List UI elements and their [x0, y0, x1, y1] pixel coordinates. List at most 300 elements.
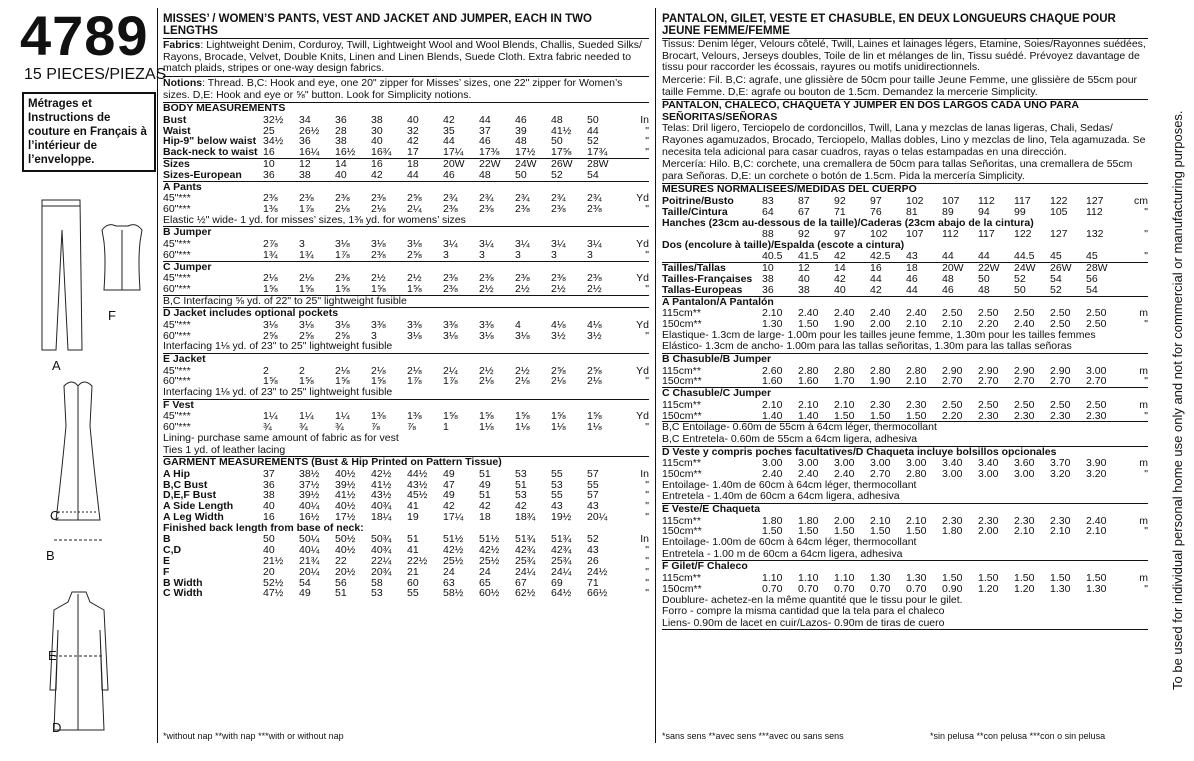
table-cell: 1¾: [263, 249, 278, 261]
table-row: [163, 136, 649, 147]
table-row: [163, 126, 649, 137]
table-cell: 12: [299, 158, 311, 170]
table-cell: 3¼: [587, 238, 602, 250]
merceria-paragraph: Mercería: Hilo. B,C: corchete, una cremallera de 50cm para tallas Señoritas, una cremallera de 55cm para Señoras. D,E: un corchete o botón de 1.5cm. Pida la mercería Simplicity.: [662, 158, 1148, 184]
table-cell: 1¼: [263, 411, 278, 423]
table-cell: 48: [479, 169, 491, 181]
table-cell: 50: [551, 136, 563, 148]
table-cell: 1.10: [798, 572, 819, 584]
pattern-number: 4789: [20, 4, 149, 67]
table-cell: 36: [335, 114, 347, 126]
table-cell: 3: [515, 249, 521, 261]
table-cell: ": [645, 555, 649, 567]
tailles-block: [662, 263, 1148, 296]
table-cell: 2.90: [1050, 365, 1071, 377]
table-row: [662, 516, 1148, 527]
garment-measurements: [163, 457, 649, 599]
table-cell: 40¾: [371, 545, 392, 556]
table-cell: 2⅜: [479, 203, 494, 215]
table-cell: 50: [263, 534, 275, 546]
finished-length-table: [163, 534, 649, 599]
table-cell: 1.50: [798, 526, 819, 538]
table-cell: 1⅝: [263, 376, 278, 388]
section-note: Elástico- 1.3cm de ancho- 1.00m para las tallas señoritas, 1.30m para las tallas señoras: [662, 340, 1072, 353]
table-row: [662, 263, 1148, 274]
table-cell: 2.30: [978, 410, 999, 422]
table-cell: 2.10: [1086, 526, 1107, 538]
table-cell: 50: [587, 114, 599, 126]
table-cell: 2.50: [1086, 319, 1107, 330]
table-cell: 36: [762, 284, 774, 296]
table-cell: 40.5: [762, 251, 783, 263]
table-cell: 24: [479, 566, 491, 578]
table-cell: 41½: [551, 125, 572, 137]
yardage-section: [662, 388, 1148, 422]
table-cell: 2.40: [834, 469, 855, 480]
table-cell: 112: [942, 229, 959, 240]
table-cell: 60½: [479, 588, 500, 600]
table-cell: 1.30: [1050, 583, 1071, 595]
table-cell: 3: [299, 238, 305, 250]
table-cell: ⅞: [407, 422, 416, 434]
table-row: [163, 366, 649, 377]
english-title: MISSES’ / WOMEN’S PANTS, VEST AND JACKET AND JUMPER, EACH IN TWO LENGTHS: [163, 14, 649, 39]
table-cell: 3⅜: [443, 319, 458, 331]
table-cell: 53: [515, 490, 527, 502]
section-heading: B Chasuble/B Jumper: [662, 353, 772, 366]
table-cell: 2.30: [1050, 515, 1071, 527]
table-cell: 94: [978, 206, 990, 218]
table-cell: 64½: [551, 588, 572, 600]
table-cell: F: [163, 566, 170, 578]
table-cell: 20¾: [371, 566, 392, 578]
table-cell: 22W: [479, 158, 501, 170]
table-cell: 3.00: [798, 458, 819, 469]
table-cell: 17: [407, 147, 419, 158]
table-cell: 24¼: [515, 566, 536, 578]
table-cell: 26W: [1050, 263, 1072, 275]
yardage-table: [662, 516, 1148, 538]
section-note: Entretela - 1.40m de 60cm a 64cm ligera, adhesiva: [662, 490, 900, 503]
table-row: [163, 534, 649, 545]
yardage-section: [163, 182, 649, 228]
table-cell: 17¼: [443, 147, 464, 158]
yardage-table: [163, 320, 649, 342]
table-cell: 16½: [335, 147, 356, 158]
table-cell: 17⅝: [551, 147, 572, 158]
jumper-drawing: [54, 382, 102, 540]
table-cell: 44: [587, 125, 599, 137]
table-row: [662, 411, 1148, 422]
table-cell: [1122, 263, 1148, 274]
table-cell: ": [645, 545, 649, 556]
table-cell: 2⅝: [587, 365, 602, 377]
table-cell: ": [645, 283, 649, 295]
table-cell: 2½: [515, 365, 530, 377]
table-cell: 2⅛: [515, 376, 530, 388]
yardage-section: [662, 561, 1148, 630]
table-cell: 42: [515, 501, 527, 512]
table-cell: 21: [407, 566, 419, 578]
table-cell: 2⅜: [263, 193, 278, 204]
yardage-table: [662, 573, 1148, 595]
table-cell: 3.00: [762, 458, 783, 469]
table-cell: 2⅛: [335, 203, 350, 215]
table-cell: 45"***: [163, 273, 191, 284]
section-note: Elastic ½" wide- 1 yd. for misses’ sizes, 1⅜ yd. for womens’ sizes: [163, 213, 466, 226]
table-cell: 150cm**: [662, 376, 702, 388]
table-cell: 51: [479, 468, 491, 480]
table-cell: B Width: [163, 577, 203, 589]
table-row: [163, 556, 649, 567]
table-cell: 58: [371, 577, 383, 589]
table-cell: 2.20: [978, 319, 999, 330]
figure-label-a: A: [52, 358, 61, 373]
yardage-table: [163, 239, 649, 261]
table-cell: 43: [551, 501, 563, 512]
table-cell: 97: [834, 229, 846, 240]
table-cell: In: [640, 468, 649, 480]
table-cell: A Hip: [163, 468, 191, 480]
table-cell: 60"***: [163, 249, 191, 261]
table-cell: 50¾: [371, 534, 392, 546]
table-cell: Tallas-Europeas: [662, 284, 743, 296]
table-cell: 14: [834, 263, 846, 275]
section-note: Interfacing 1⅛ yd. of 23" to 25" lightweight fusible: [163, 340, 393, 353]
table-cell: ": [645, 330, 649, 342]
table-cell: m: [1139, 399, 1148, 411]
table-cell: 16½: [299, 512, 320, 523]
table-cell: 2½: [371, 273, 386, 284]
table-cell: ": [645, 566, 649, 578]
table-cell: 1⅝: [515, 411, 530, 423]
table-cell: 57: [587, 468, 599, 480]
table-row: [662, 251, 1148, 262]
table-cell: 54: [299, 577, 311, 589]
figure-label-f: F: [108, 308, 116, 323]
table-cell: 3: [479, 249, 485, 261]
table-cell: 2.40: [906, 308, 927, 320]
table-cell: 39½: [335, 479, 356, 491]
table-cell: 36: [263, 169, 275, 181]
table-cell: ": [645, 203, 649, 215]
table-cell: 2½: [479, 365, 494, 377]
table-cell: 40¾: [371, 501, 392, 512]
table-cell: Waist: [163, 125, 191, 137]
table-cell: 47: [443, 479, 455, 491]
table-cell: 67: [515, 577, 527, 589]
table-cell: 2⅜: [443, 283, 458, 295]
table-cell: 3: [371, 330, 377, 342]
table-cell: 2.50: [1050, 319, 1071, 330]
yardage-section: [662, 504, 1148, 561]
table-cell: 71: [587, 577, 599, 589]
table-cell: 115cm**: [662, 515, 701, 527]
table-cell: 42½: [443, 545, 464, 556]
table-cell: 49: [479, 479, 491, 491]
table-cell: 2.40: [1086, 515, 1107, 527]
pants-drawing: [42, 200, 82, 350]
table-cell: 2.50: [978, 308, 999, 320]
section-heading: F Vest: [163, 398, 194, 411]
table-cell: 2⅜: [551, 203, 566, 215]
table-cell: 2.10: [1014, 526, 1035, 538]
table-cell: A Leg Width: [163, 512, 224, 523]
table-cell: m: [1139, 308, 1148, 320]
section-note: Forro - compre la misma cantidad que la tela para el chaleco: [662, 605, 945, 618]
table-cell: 64: [762, 206, 774, 218]
table-cell: 45"***: [163, 365, 191, 377]
table-cell: ": [645, 422, 649, 434]
table-cell: 40: [335, 169, 347, 181]
table-cell: 42½: [479, 545, 500, 556]
table-cell: 46: [942, 284, 954, 296]
table-cell: 3.90: [1086, 458, 1107, 469]
table-row: [163, 320, 649, 331]
table-cell: 55: [587, 479, 599, 491]
usage-note: To be used for individual personal home use only and not for commercial or manufacturing purposes.: [1170, 110, 1185, 690]
table-row: [163, 170, 649, 181]
table-cell: 20W: [443, 158, 465, 170]
table-cell: 1⅝: [299, 283, 314, 295]
table-cell: 44: [407, 169, 419, 181]
table-cell: 45"***: [163, 411, 191, 423]
body-measurements-table: [163, 115, 649, 158]
table-cell: 24W: [515, 158, 537, 170]
figure-label-d: D: [52, 720, 62, 735]
table-row: [163, 490, 649, 501]
table-cell: 2⅝: [551, 365, 566, 377]
table-cell: 1.50: [942, 572, 963, 584]
table-cell: 52: [587, 534, 599, 546]
table-cell: 34½: [263, 136, 284, 148]
mesures-heading: MESURES NORMALISEES/MEDIDAS DEL CUERPO: [662, 183, 917, 196]
mercerie-paragraph: Mercerie: Fil. B,C: agrafe, une glissière de 50cm pour taille Jeune Femme, une glissière de 55cm pour taille Femme. D,E: agrafe ou bouton de 1.5cm. Demandez la mercerie Simplicity.: [662, 74, 1148, 100]
table-cell: 45"***: [163, 238, 191, 250]
table-cell: 1.60: [762, 376, 783, 388]
english-chart: [163, 14, 649, 599]
table-cell: 53: [551, 479, 563, 491]
table-cell: 16¾: [371, 147, 392, 158]
table-cell: m: [1139, 458, 1148, 469]
table-cell: 2.80: [798, 365, 819, 377]
table-cell: 43: [587, 501, 599, 512]
table-cell: 3¼: [515, 238, 530, 250]
section-heading: C Chasuble/C Jumper: [662, 387, 772, 400]
table-cell: 38: [263, 490, 275, 502]
table-cell: 1.30: [762, 319, 783, 330]
yardage-section: [163, 262, 649, 296]
table-cell: [623, 170, 649, 181]
table-cell: 37½: [299, 479, 320, 491]
table-cell: 2½: [587, 283, 602, 295]
table-row: [163, 545, 649, 556]
section-note: Liens- 0.90m de lacet en cuir/Lazos- 0.90m de tiras de cuero: [662, 616, 945, 629]
finished-length-heading: Finished back length from base of neck:: [163, 521, 364, 534]
table-cell: 1⅝: [407, 283, 422, 295]
table-cell: 69: [551, 577, 563, 589]
table-cell: 2⅜: [443, 273, 458, 284]
table-cell: 14: [335, 158, 347, 170]
table-cell: 2.50: [1050, 399, 1071, 411]
table-cell: 46: [515, 114, 527, 126]
table-cell: 1.50: [762, 526, 783, 538]
table-cell: 3½: [587, 330, 602, 342]
yardage-sections: [163, 182, 649, 458]
table-cell: 20¼: [587, 512, 608, 523]
table-row: [163, 501, 649, 512]
table-cell: 87: [798, 195, 810, 207]
yardage-table: [662, 308, 1148, 330]
table-cell: 2.30: [1014, 515, 1035, 527]
table-row: [163, 250, 649, 261]
table-cell: m: [1139, 365, 1148, 377]
table-cell: 2.40: [798, 308, 819, 320]
table-cell: 3.00: [978, 469, 999, 480]
table-row: [163, 578, 649, 589]
table-cell: 2.50: [1086, 399, 1107, 411]
table-cell: 24W: [1014, 263, 1036, 275]
metrage-sections: [662, 297, 1148, 631]
table-cell: ": [645, 376, 649, 388]
yardage-section: [163, 227, 649, 261]
table-cell: 2⅛: [299, 273, 314, 284]
table-cell: 4⅛: [551, 319, 566, 331]
table-cell: 105: [1050, 206, 1068, 218]
table-cell: 42: [443, 501, 455, 512]
section-heading: E Veste/E Chaqueta: [662, 502, 761, 515]
table-cell: 46: [906, 274, 918, 285]
table-cell: 2.40: [1014, 319, 1035, 330]
table-cell: 1⅛: [587, 422, 602, 434]
table-cell: ": [1144, 583, 1148, 595]
section-note: Entoilage- 1.00m de 60cm à 64cm léger, thermocollant: [662, 536, 917, 549]
table-cell: 2⅛: [371, 365, 386, 377]
table-cell: 1⅝: [587, 411, 602, 423]
table-cell: A Side Length: [163, 501, 234, 512]
table-cell: ": [1144, 251, 1148, 263]
table-cell: 51¾: [551, 534, 572, 546]
table-cell: 1.50: [906, 410, 927, 422]
table-cell: 18¾: [515, 512, 536, 523]
table-cell: 117: [1014, 195, 1031, 207]
table-cell: Poitrine/Busto: [662, 195, 734, 207]
table-cell: 2⅛: [407, 365, 422, 377]
table-cell: 44: [443, 136, 455, 148]
yardage-section: [662, 422, 1148, 446]
table-cell: 2⅝: [335, 330, 350, 342]
table-cell: 2⅝: [407, 193, 422, 204]
table-cell: 44½: [407, 468, 428, 480]
table-cell: 43: [906, 251, 918, 263]
hanches-label: Hanches (23cm au-dessous de la taille)/Caderas (23cm abajo de la cintura): [662, 216, 1034, 229]
table-cell: 3⅛: [371, 238, 386, 250]
table-cell: 1⅞: [443, 376, 458, 388]
table-cell: 3.40: [942, 458, 963, 469]
table-cell: 44: [479, 114, 491, 126]
table-cell: 1.50: [834, 526, 855, 538]
table-cell: B: [163, 534, 171, 546]
table-cell: 0.70: [762, 583, 783, 595]
table-cell: 2.50: [1050, 308, 1071, 320]
table-cell: ": [645, 249, 649, 261]
french-instructions-box: Métrages et Instructions de couture en Français à l’intérieur de l’enveloppe.: [22, 92, 156, 172]
table-cell: 122: [1014, 229, 1032, 240]
table-cell: 2.10: [1050, 526, 1071, 538]
table-cell: 3⅛: [335, 319, 350, 331]
table-cell: 20: [263, 566, 275, 578]
table-cell: 2.70: [1014, 376, 1035, 388]
table-cell: 50¼: [299, 534, 320, 546]
table-cell: 1⅝: [443, 411, 458, 423]
table-cell: 2⅜: [515, 203, 530, 215]
table-cell: ": [645, 136, 649, 148]
table-cell: 2.50: [1086, 308, 1107, 320]
vest-drawing: [102, 225, 142, 290]
table-cell: 2.10: [906, 376, 927, 388]
table-cell: 127: [1050, 229, 1068, 240]
table-cell: 51: [515, 479, 527, 491]
table-cell: 2¾: [587, 193, 602, 204]
table-cell: ": [645, 125, 649, 137]
table-cell: 20¼: [299, 566, 320, 578]
table-cell: 2.70: [978, 376, 999, 388]
table-cell: 60: [407, 577, 419, 589]
yardage-section: [163, 354, 649, 400]
table-cell: 2⅛: [371, 203, 386, 215]
table-cell: 42: [443, 114, 455, 126]
table-cell: 1⅛: [551, 422, 566, 434]
section-note: Ties 1 yd. of leather lacing: [163, 443, 286, 456]
garment-table: [163, 469, 649, 523]
table-cell: ": [1144, 526, 1148, 538]
table-cell: ": [1144, 469, 1148, 480]
table-cell: 25¾: [551, 555, 572, 567]
table-cell: ⅞: [371, 422, 380, 434]
divider-middle: [655, 8, 656, 743]
table-row: [163, 411, 649, 422]
table-cell: C Width: [163, 588, 203, 600]
table-row: [662, 584, 1148, 595]
table-cell: 2¾: [515, 193, 530, 204]
table-cell: 0.70: [906, 583, 927, 595]
table-cell: 39½: [299, 490, 320, 502]
table-cell: m: [1139, 572, 1148, 584]
table-cell: 115cm**: [662, 308, 701, 320]
table-cell: 1⅜: [263, 203, 278, 215]
table-cell: 3.20: [1086, 469, 1107, 480]
table-cell: 50: [515, 169, 527, 181]
table-cell: 2: [263, 365, 269, 377]
table-cell: 52: [551, 169, 563, 181]
table-cell: 42.5: [870, 251, 891, 263]
table-row: [662, 308, 1148, 319]
table-cell: E: [163, 555, 171, 567]
table-row: [662, 376, 1148, 387]
table-cell: 2.00: [834, 515, 855, 527]
yardage-table: [163, 411, 649, 433]
table-cell: 115cm**: [662, 458, 701, 469]
table-cell: 55: [551, 490, 563, 502]
table-cell: 132: [1086, 229, 1104, 240]
table-cell: 3.60: [1014, 458, 1035, 469]
table-cell: 2.30: [1086, 410, 1107, 422]
table-cell: 54: [1086, 284, 1098, 296]
table-cell: 1⅞: [407, 376, 422, 388]
table-cell: 112: [978, 195, 995, 207]
table-cell: 1.20: [1014, 583, 1035, 595]
table-cell: 3.00: [1014, 469, 1035, 480]
